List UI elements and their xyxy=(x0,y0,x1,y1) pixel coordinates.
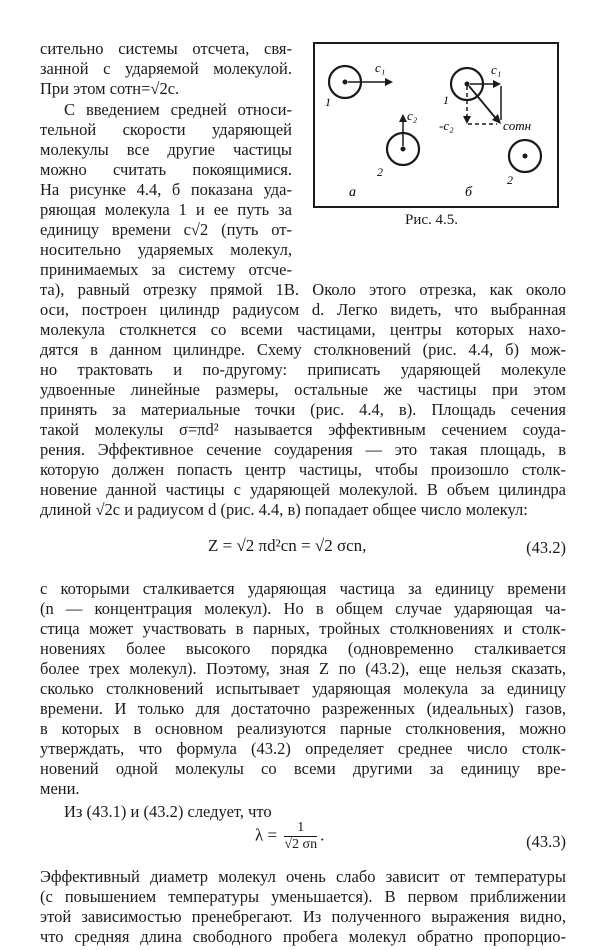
text-line: сительно системы отсчета, свя- xyxy=(40,39,292,58)
text-line: (n — концентрация молекул). Но в общем случае ударяющая ча- xyxy=(40,599,566,618)
text-line: длиной √2c и радиусом d (рис. 4.4, в) попадает общее число молекул: xyxy=(40,500,528,519)
label-panel-b: б xyxy=(465,185,473,200)
text-line: что средняя длина свободного пробега молекул обратно пропорцио- xyxy=(40,927,566,946)
text-line: ряющая молекула 1 и ее путь за xyxy=(40,200,292,219)
text-line: оси, построен цилиндр радиусом d. Легко видеть, что выбранная xyxy=(40,300,566,319)
figure-4-5 xyxy=(313,42,559,208)
eq-lhs: λ = xyxy=(255,825,278,845)
collision-diagram xyxy=(315,44,557,206)
eq-denominator: √2 σn xyxy=(284,837,318,852)
text-line: сколько столкновений испытывает ударяющая молекула за единицу xyxy=(40,679,566,698)
label-neg-c2: -c₂ xyxy=(439,118,454,133)
text-line: новение данной частицы с ударяющей молекулой. В объем цилиндра xyxy=(40,480,566,499)
text-line: новениях более высокого порядка (одновременно сталкивается xyxy=(40,639,566,658)
text-line: На рисунке 4.4, б показана уда- xyxy=(40,180,292,199)
text-line: Из (43.1) и (43.2) следует, что xyxy=(64,802,272,821)
text-line: утверждать, что формула (43.2) определяет среднее число столк- xyxy=(40,739,566,758)
text-line: рения. Эффективное сечение соударения — это такая площадь, в xyxy=(40,440,566,459)
label-c1-a: c₁ xyxy=(375,60,386,75)
text-line: такой молекулы σ=πd² называется эффективным сечением соуда- xyxy=(40,420,566,439)
text-line: молекула столкнется со всеми частицами, центры которых нахо- xyxy=(40,320,566,339)
label-2-b: 2 xyxy=(507,173,513,187)
text-line: времени. И только для достаточно разреженных (идеальных) газов, xyxy=(40,699,566,718)
text-line: тельной скорости ударяющей xyxy=(40,120,292,139)
text-line: которую должен попасть центр частицы, чтобы произошло столк- xyxy=(40,460,566,479)
text-line: Эффективный диаметр молекул очень слабо зависит от температуры xyxy=(40,867,566,886)
text-line: удвоенные линейные размеры, остальные же частицы при этом xyxy=(40,380,566,399)
text-line: При этом cотн=√2c. xyxy=(40,79,180,98)
label-1-b: 1 xyxy=(443,93,449,107)
equation-number: (43.3) xyxy=(526,832,566,851)
equation-number: (43.2) xyxy=(526,538,566,557)
text-line: дятся в данном цилиндре. Схему столкновений (рис. 4.4, б) мож- xyxy=(40,340,566,359)
equation-43-3 xyxy=(255,820,324,853)
text-line: с которыми сталкивается ударяющая частица за единицу времени xyxy=(40,579,566,598)
equation-43-2: Z = √2 πd²cn = √2 σcn, xyxy=(208,536,367,555)
text-line: можно считать покоящимися. xyxy=(40,160,292,179)
eq-numerator: 1 xyxy=(284,820,317,837)
label-c1-b: c₁ xyxy=(491,62,502,77)
eq-fraction xyxy=(284,820,317,853)
text-line: этой зависимостью пренебрегают. Из полученного выражения видно, xyxy=(40,907,566,926)
text-line: принять за материальные точки (рис. 4.4, в). Площадь сечения xyxy=(40,400,566,419)
text-line: стица может участвовать в парных, тройных столкновениях и столк- xyxy=(40,619,566,638)
text-line: единицу времени c√2 (путь от- xyxy=(40,220,292,239)
label-panel-a: а xyxy=(349,185,356,200)
text-line: молекулы все другие частицы xyxy=(40,140,292,159)
text-line: занной с ударяемой молекулой. xyxy=(40,59,292,78)
text-line: новений одной молекулы со всеми другими за единицу вре- xyxy=(40,759,566,778)
text-line: более трех молекул). Поэтому, зная Z по (43.2), еще нельзя сказать, xyxy=(40,659,566,678)
text-line: (с повышением температуры уменьшается). В первом приближении xyxy=(40,887,566,906)
text-line: мени. xyxy=(40,779,80,798)
text-line: в которых в основном реализуются парные столкновения, можно xyxy=(40,719,566,738)
figure-caption: Рис. 4.5. xyxy=(405,212,459,228)
text-line: С введением средней относи- xyxy=(64,100,292,119)
text-line: но трактовать и по-другому: приписать ударяющей молекуле xyxy=(40,360,566,379)
label-c-rel: cотн xyxy=(503,118,532,133)
eq-tail: . xyxy=(320,825,325,845)
label-c2-a: c₂ xyxy=(407,108,418,123)
text-line: носительно ударяемых молекул, xyxy=(40,240,292,259)
text-line: та), равный отрезку прямой 1B. Около этого отрезка, как около xyxy=(40,280,566,299)
arrow-c-rel xyxy=(469,86,498,121)
label-2-a: 2 xyxy=(377,165,383,179)
text-line: принимаемых за систему отсче- xyxy=(40,260,292,279)
label-1-a: 1 xyxy=(325,95,331,109)
